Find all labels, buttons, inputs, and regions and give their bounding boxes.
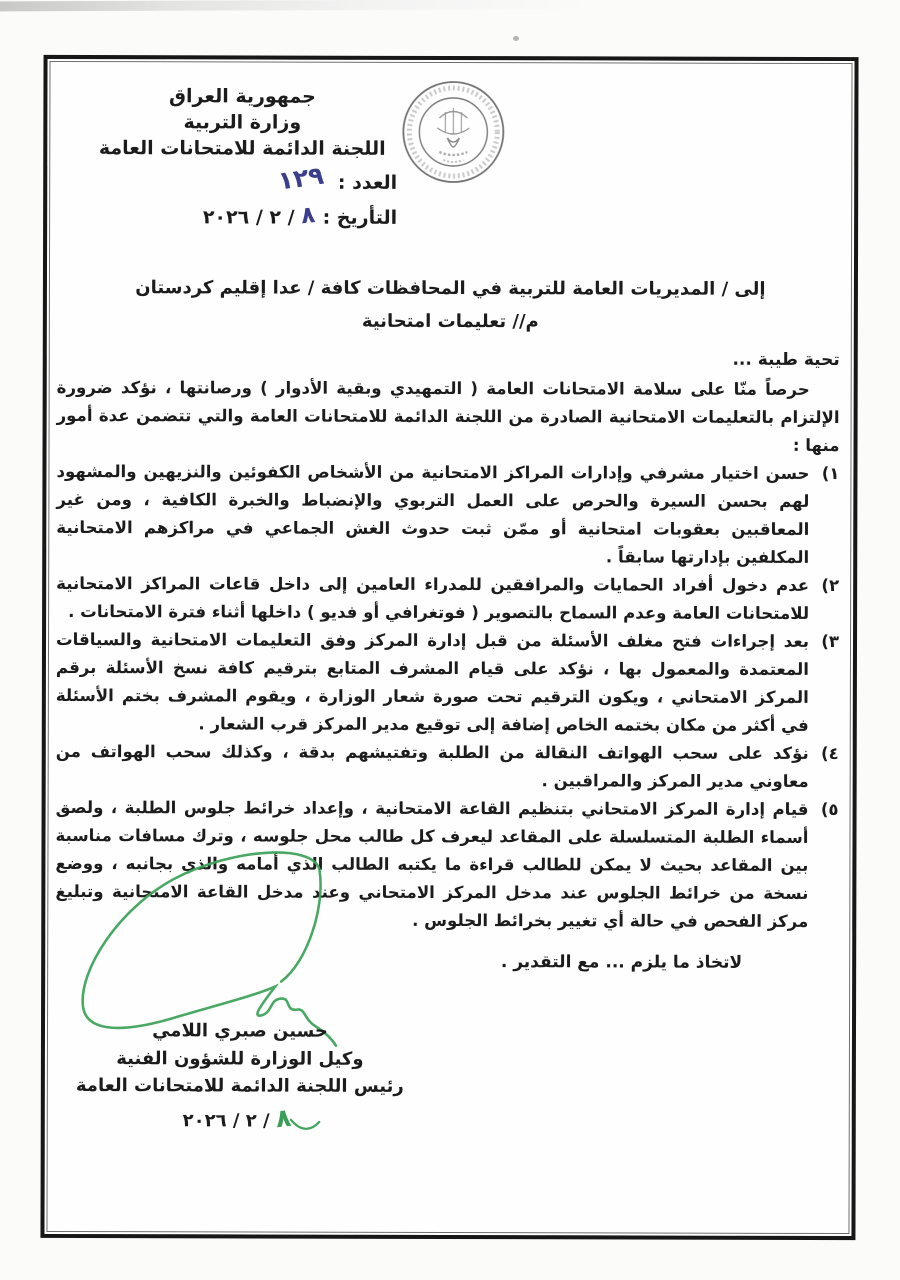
intro-paragraph: حرصاً منّا على سلامة الامتحانات العامة ( التمهيدي وبقية الأدوار ) ورصانتها ، نؤكد ضرورة الإلتزام بالتعليمات الامتحانية الصادرة من اللجنة الدائمة للامتحانات العامة والتي تتضمن عدة أمور منها : [56,377,840,456]
list-item [56,626,839,740]
letterhead-ministry: وزارة التربية [183,111,302,134]
list-item-text: قيام إدارة المركز الامتحاني بتنظيم القاعة الامتحانية ، وإعداد خرائط جلوس الطلبة ، ولصق أسماء الطلبة المتسلسلة على المقاعد ليعرف كل طالب محل جلوسه ، وترك مسافات مناسبة بين المقاعد بحيث لا يمكن للطالب قراءة ما يكتبه الطالب الذي أمامه والذي بجانبه ، ووضع نسخة من خرائط الجلوس عند مدخل المركز الامتحاني وعند مدخل القاعة الامتحانية وتبليغ مركز الفحص في حالة أي تغيير بخرائط الجلوس . [55,797,809,931]
list-item-text: عدم دخول أفراد الحمايات والمرافقين للمدراء العامين إلى داخل قاعات المراكز الامتحانية للامتحانات العامة وعدم السماح بالتصوير ( فوتغرافي أو فديو ) داخلها أثناء فترة الامتحانات . [56,573,810,623]
list-item-number: ١) [821,463,840,484]
subject-line: م// تعليمات امتحانية [361,310,539,333]
signatory-title-1: وكيل الوزارة للشؤون الفنية [116,1047,364,1070]
signature-block [73,1017,407,1136]
letter-date-row [81,201,403,234]
list-item-number: ٥) [820,799,839,820]
letter-date-label: التأريخ : [322,206,398,229]
signature-date-row [73,1103,407,1137]
signature-date-day-handwritten [274,1102,292,1133]
recipient-line: إلى / المديريات العامة للتربية في المحافظات كافة / عدا إقليم كردستان [135,277,766,300]
closing-line: لاتخاذ ما يلزم ... مع التقدير . [500,952,743,973]
signatory-title-2: رئيس اللجنة الدائمة للامتحانات العامة [75,1075,404,1097]
letterhead-country: جمهورية العراق [169,85,316,108]
scan-artifact-speck [513,36,519,41]
list-item-number: ٣) [821,631,840,652]
letterhead-committee: اللجنة الدائمة للامتحانات العامة [98,137,386,160]
signatory-name: حسين صبري اللامي [152,1020,328,1042]
list-item [56,570,839,628]
list-item [56,458,839,572]
letter-number-handwritten: ١٢٩ [276,160,326,196]
letter-number-label: العدد : [337,171,398,194]
scan-artifact-top-streak [0,0,760,11]
list-item-text: نؤكد على سحب الهواتف النقالة من الطلبة وتفتيشهم بدقة ، وكذلك سحب الهواتف من معاوني مدير المركز والمراقبين . [55,741,809,791]
salutation-line: تحية طيبة ... [732,349,840,371]
letter-date-day-handwritten: ٨ [300,201,317,230]
letter-date-rest: / ٢ / ٢٠٢٦ [202,206,295,229]
list-item [56,738,839,796]
signature-date-day-value: ٨ [274,1102,293,1133]
ministry-seal-icon [399,78,507,186]
list-item-text: بعد إجراءات فتح مغلف الأسئلة من قبل إدارة المركز وفق التعليمات الامتحانية والسياقات المعتمدة والمعمول بها ، نؤكد على قيام المشرف المتابع بترقيم كافة نسخ الأسئلة برقم المركز الامتحاني ، ويكون الترقيم تحت صورة شعار الوزارة ، ويقوم المشرف بختم الأسئلة في أكثر من مكان بختمه الخاص إضافة إلى توقيع مدير المركز قرب الشعار . [55,629,810,735]
list-item-number: ٢) [821,575,840,596]
signature-day-swoosh-icon [289,1114,322,1133]
signature-date-rest: / ٢ / ٢٠٢٦ [182,1109,270,1132]
list-item-number: ٤) [820,743,839,764]
letter-number-row [81,160,403,199]
letter-border-frame [40,55,858,1240]
letterhead [81,83,403,234]
list-item-text: حسن اختيار مشرفي وإدارات المراكز الامتحانية من الأشخاص الكفوئين والنزيهين والمشهود لهم بحسن السيرة والحرص على العمل التربوي والإنضباط والخبرة الكافية ، ومن غير المعاقبين بعقوبات امتحانية أو ممّن ثبت حدوث الغش الجماعي في مراكزهم الامتحانية المكلفين بإدارتها سابقاً . [56,461,810,567]
